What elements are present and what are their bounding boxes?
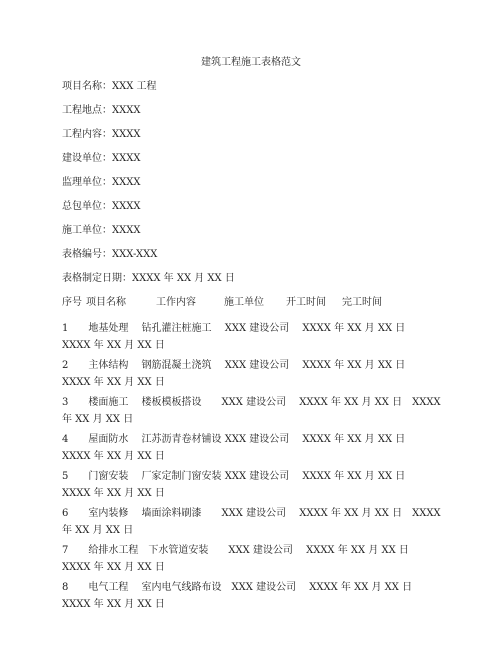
table-row: 3 楼面施工 楼板模板搭设 XXX 建设公司 XXXX 年 XX 月 XX 日 XXXX 年 XX 月 XX 日: [62, 397, 441, 425]
table-row: 6 室内装修 墙面涂料刷漆 XXX 建设公司 XXXX 年 XX 月 XX 日 XXXX 年 XX 月 XX 日: [62, 508, 441, 536]
field-form-number: 表格编号：XXX-XXX: [62, 249, 158, 260]
header-construction-unit: 施工单位: [224, 297, 264, 308]
field-project-content: 工程内容：XXXX: [62, 129, 141, 140]
header-end-time: 完工时间: [342, 297, 382, 308]
field-general-contractor: 总包单位：XXXX: [62, 201, 141, 212]
field-owner-unit: 建设单位：XXXX: [62, 153, 141, 164]
table-row: 1 地基处理 钻孔灌注桩施工 XXX 建设公司 XXXX 年 XX 月 XX 日 XXXX 年 XX 月 XX 日: [62, 323, 416, 351]
field-project-name: 项目名称：XXX 工程: [62, 81, 157, 92]
field-form-date: 表格制定日期：XXXX 年 XX 月 XX 日: [62, 273, 235, 284]
field-supervision-unit: 监理单位：XXXX: [62, 177, 141, 188]
header-start-time: 开工时间: [286, 297, 326, 308]
document-title: 建筑工程施工表格范文: [201, 57, 301, 68]
header-work-content: 工作内容: [156, 297, 196, 308]
table-row: 8 电气工程 室内电气线路布设 XXX 建设公司 XXXX 年 XX 月 XX 日 XXXX 年 XX 月 XX 日: [62, 582, 423, 610]
field-construction-unit: 施工单位：XXXX: [62, 225, 141, 236]
header-index: 序号: [62, 297, 82, 308]
header-project-name: 项目名称: [86, 297, 126, 308]
table-row: 4 屋面防水 江苏沥青卷材铺设 XXX 建设公司 XXXX 年 XX 月 XX 日 XXXX 年 XX 月 XX 日: [62, 434, 416, 462]
table-row: 2 主体结构 钢筋混凝土浇筑 XXX 建设公司 XXXX 年 XX 月 XX 日 XXXX 年 XX 月 XX 日: [62, 360, 416, 388]
field-project-location: 工程地点：XXXX: [62, 105, 141, 116]
table-row: 5 门窗安装 厂家定制门窗安装 XXX 建设公司 XXXX 年 XX 月 XX 日 XXXX 年 XX 月 XX 日: [62, 471, 416, 499]
table-header: [62, 296, 442, 310]
table-row: 7 给排水工程 下水管道安装 XXX 建设公司 XXXX 年 XX 月 XX 日 XXXX 年 XX 月 XX 日: [62, 545, 419, 573]
